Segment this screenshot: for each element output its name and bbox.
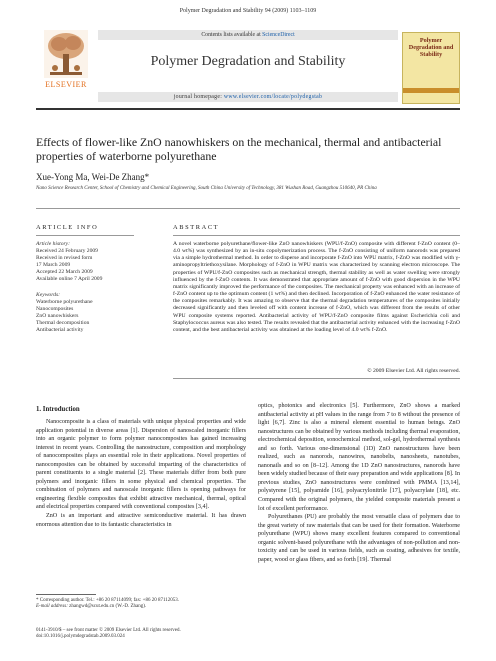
keyword-item: Thermal decomposition	[36, 320, 90, 326]
body-paragraph: optics, photonics and electronics [5]. Furthermore, ZnO shows a marked antibacterial activity at pH values in the range from 7 to 8 without the presence of light [6,7]. Zinc is also a mineral element essential to human beings. ZnO nanostructures can be obtained by various methods including thermal evaporation, electrochemical deposition, sonochemical method, sol-gel, hydrothermal synthesis and so forth. Various one-dimensional (1D) ZnO nanostructures have been realized, such as nanorods, nanowires, nanobelts, nanosheets, nanotubes, nanonails and so on [8–12]. Among the 1D ZnO nanostructures, nanorods have been widely studied because of their easy preparation and wide applications [8]. In previous studies, ZnO nanostructures were combined with PMMA [13,14], polystyrene [15], polyamide [16], polyacrylonitrile [17], polyacrylate [18], etc. Compared with the original polymers, the yielded composite materials present a lot of excellent performance.	[258, 403, 460, 512]
history-item: Accepted 22 March 2009	[36, 269, 93, 275]
body-paragraph: ZnO is an important and attractive semiconductive material. It has drawn enormous attention due to its fantastic characteristics in	[36, 513, 246, 528]
abstract-end-rule	[173, 378, 460, 379]
abstract-heading: ABSTRACT	[173, 224, 220, 231]
abstract-rule	[173, 235, 460, 236]
journal-masthead	[36, 30, 460, 104]
issn-block	[36, 628, 256, 640]
article-info-rule	[36, 235, 134, 236]
journal-cover	[402, 32, 460, 104]
article-info-heading: ARTICLE INFO	[36, 224, 99, 231]
keyword-item: Waterborne polyurethane	[36, 299, 93, 305]
body-paragraph: Polyurethanes (PU) are probably the most versatile class of polymers due to the great variety of raw materials that can be used for their formation. Waterborne polyurethane (WPU) shows many excellent features compared to conventional organic solvent-based polyurethane with the advantages of non-pollution and non-toxicity and can be used in various fields, such as coating, adhesives for textile, paper, wood or glass fibers, and so forth [19]. Thermal	[258, 514, 460, 563]
history-item: Received in revised form	[36, 255, 93, 261]
issn-line: 0141-3910/$ – see front matter © 2009 Elsevier Ltd. All rights reserved.	[36, 628, 181, 633]
article-title: Effects of flower-like ZnO nanowhiskers on the mechanical, thermal and antibacterial properties of waterborne polyurethane	[36, 135, 442, 163]
homepage-bar	[98, 92, 398, 102]
article-keywords	[36, 292, 146, 334]
elsevier-logo	[36, 30, 96, 92]
publisher-name: ELSEVIER	[45, 80, 87, 89]
keyword-item: Nanocomposites	[36, 306, 74, 312]
corresponding-footnote	[36, 598, 246, 610]
abstract-text: A novel waterborne polyurethane/flower-like ZnO nanowhiskers (WPU/f-ZnO) composite with different f-ZnO content (0–4.0 wt%) was synthesized by an in-situ copolymerization process. The f-ZnO consisting of uniform nanorods was prepared via a simple hydrothermal method. In order to disperse and incorporate f-ZnO into WPU matrix, f-ZnO was modified with γ-aminopropyltriethoxysilane. Morphology of f-ZnO in WPU matrix was characterized by scanning electron microscope. The properties of WPU/f-ZnO composites such as mechanical strength, thermal stability as well as water swelling were strongly influenced by the f-ZnO contents. It was demonstrated that appropriate amount of f-ZnO with good dispersion in the WPU matrix significantly improved the performance of the composites. The mechanical property was enhanced with an increase of f-ZnO content up to the optimum content (1 wt%) and then declined. Incorporation of f-ZnO enhanced the water resistance of the composites remarkably. It was amazing to observe that the thermal degradation temperatures of the composites initially decreased significantly and then leveled off with content increase of f-ZnO, which was different from the results of other WPU composite systems reported. Antibacterial activity of WPU/f-ZnO composite films against Escherichia coli and Staphylococcus aureus was also tested. The results revealed that the antibacterial activity enhanced with the increasing f-ZnO content, and the best antibacterial activity was obtained at the loading level of 4.0 wt% f-ZnO.	[173, 241, 460, 333]
journal-name: Polymer Degradation and Stability	[150, 54, 346, 69]
history-item: Available online 7 April 2009	[36, 276, 103, 282]
history-item: Received 24 February 2009	[36, 248, 98, 254]
affiliation-rule	[36, 208, 460, 209]
history-item: 17 March 2009	[36, 262, 71, 268]
contents-prefix: Contents lists available at	[201, 32, 263, 38]
keywords-label: Keywords:	[36, 292, 61, 298]
keyword-item: ZnO nanowhiskers	[36, 313, 79, 319]
homepage-link[interactable]: www.elsevier.com/locate/polydegstab	[223, 94, 323, 100]
abstract-copyright: © 2009 Elsevier Ltd. All rights reserved.	[367, 368, 460, 374]
cover-strip	[403, 88, 459, 93]
history-label: Article history:	[36, 241, 71, 247]
email-address[interactable]: zhangwd@scut.edu.cn (W.-D. Zhang).	[69, 604, 147, 609]
body-paragraph: Nanocomposite is a class of materials with unique physical properties and wide application potential in diverse areas [1]. Dispersion of nanoscaled inorganic fillers into an organic polymer to form polymer nanocomposites has gained increasing interest in recent years. Controlling the nanostructure, composition and morphology of nanocomposites plays an essential role in their applications. Novel properties of nanocomposites can be obtained by successful imparting of the characteristics of parent constituents to a single material [2]. These materials differ from both pure polymers and inorganic fillers in some physical and chemical properties. The combination of polymers and nanoscale inorganic fillers is opening pathways for engineering flexible composites that exhibit attractive mechanical, thermal, optical and electrical properties compared with conventional composites [3,4].	[36, 419, 246, 511]
email-label: E-mail address:	[36, 604, 70, 609]
author-affiliation: Nano Science Research Center, School of Chemistry and Chemical Engineering, South China University of Technology, 381 Wushan Road, Guangzhou 510640, PR China	[36, 186, 377, 191]
body-column-right	[258, 402, 460, 564]
footnote-rule	[36, 594, 96, 595]
corresponding-author: * Corresponding author. Tel.: +86 20 87114099; fax: +86 20 87112053.	[36, 598, 180, 603]
doi-line[interactable]: doi:10.1016/j.polymdegradstab.2009.03.024	[36, 634, 125, 640]
elsevier-tree-icon	[44, 30, 88, 78]
cover-title: Polymer Degradation and Stability	[408, 37, 454, 58]
homepage-prefix: journal homepage:	[173, 94, 224, 100]
journal-header-band	[98, 30, 398, 104]
contents-bar	[98, 30, 398, 40]
sciencedirect-link[interactable]: ScienceDirect	[262, 32, 295, 38]
keyword-item: Antibacterial activity	[36, 327, 84, 333]
section-heading-introduction: 1. Introduction	[36, 406, 80, 413]
article-authors: Xue-Yong Ma, Wei-De Zhang*	[36, 172, 150, 182]
body-column-left	[36, 418, 246, 529]
running-head: Polymer Degradation and Stability 94 (2009) 1103–1109	[179, 8, 317, 14]
article-history	[36, 241, 146, 283]
header-rule	[36, 108, 460, 110]
